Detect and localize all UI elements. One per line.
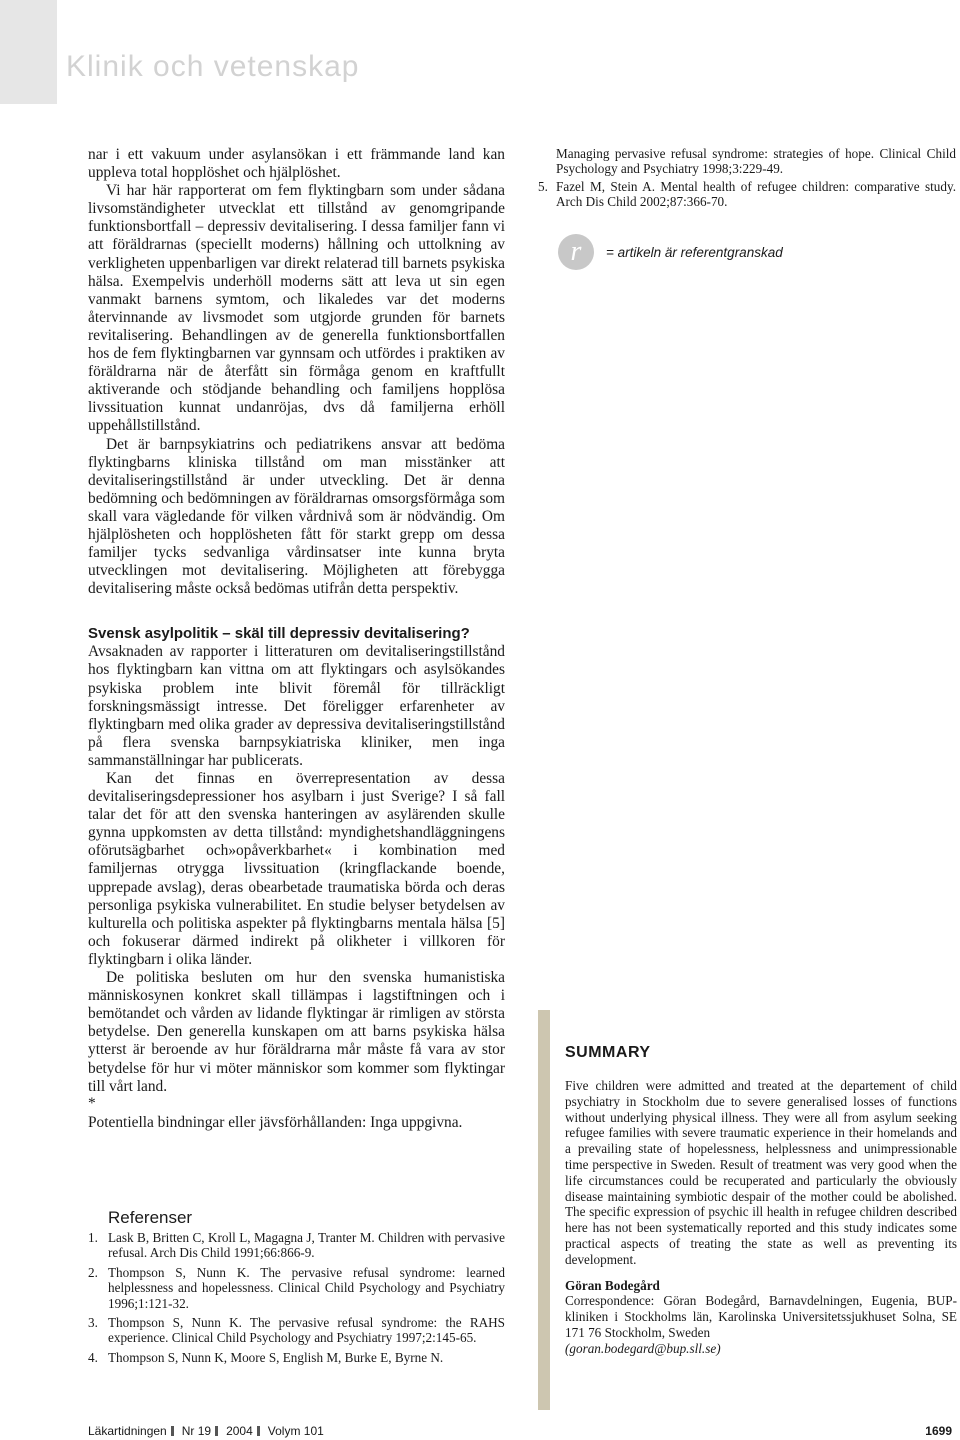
separator: * xyxy=(88,1094,96,1112)
summary-box xyxy=(565,1044,957,1357)
summary-accent-bar xyxy=(538,1010,550,1410)
paragraph: Avsaknaden av rapporter i litteraturen om devitaliseringstillstånd hos flyktingbarn kan vittna om att flyktingars och asylsökandes psykiska problem inte blivit föremål för tillräckligt forskningsmässigt intresse. Det föreligger erfarenheter av flyktingbarn med olika grader av depressiva devitaliseringstillstånd på flera svenska barnpsykiatriska kliniker, men inga sammanställningar har publicerats. xyxy=(88,643,505,769)
paragraph: De politiska besluten om hur den svenska humanistiska människosynen konkret skall tillämpas i lagstiftningen och i bemötandet och vården av lidande flyktingar är rimligen av största betydelse. Den generella kunskapen om att barns psykiska hälsa ytterst är beroende av hur föräldrarna mår måste få vara av stor betydelse för hur vi möter människor som kommer som flyktingar till vårt land. xyxy=(88,969,505,1095)
peer-review-note xyxy=(558,234,783,270)
references-list xyxy=(88,1230,505,1369)
page-number: 1699 xyxy=(925,1424,952,1438)
correspondence: Correspondence: Göran Bodegård, Barnavdelningen, Eugenia, BUP-kliniken i Stockholms län, Karolinska Universitetssjukhuset Solna, SE 171 76 Stockholm, Sweden xyxy=(565,1293,957,1340)
paragraph: Kan det finnas en överrepresentation av dessa devitaliseringsdepressioner hos asylbarn i just Sverige? I så fall talar det för att den svenska hanteringen av asylärenden skulle gynna uppkomsten av detta tillstånd: myndighetshandläggningens oförutsägbarhet och»opåverkbarhet« i kombination med familjernas otrygga livssituation (kringflackande boende, upprepade avslag), deras obearbetade traumatiska börda och deras personliga psykiska vulnerabilitet. En studie belyser betydelsen av kulturella och politiska aspekter på flyktingbarns mentala hälsa [5] och fokuserar därmed indirekt på olikheter i villkoren för flyktingbarn i olika länder. xyxy=(88,770,505,968)
author-name: Göran Bodegård xyxy=(565,1277,660,1293)
volume: Volym 101 xyxy=(267,1424,324,1438)
footer-separator xyxy=(257,1426,260,1436)
references-title: Referenser xyxy=(108,1208,193,1227)
summary-text: Five children were admitted and treated at the departement of child psychiatry in Stockholm due to severe generalised losses of functions without underlying physical illness. They were all from asylum seeking refugee families with severe traumatic experience in their homelands and a prevailing state of hopelessness, helplessness and unimpressionable time perspective in Sweden. Result of treatment was very good when the life circumstances could be recuperated and particularly the obviously disease maintaining symbiotic despair of the mother could be abolished. The specific expression of psychic ill health in refugee children described here has not been systematically reported and this study indicates some practical aspects of treating the state as well as preventing its development. xyxy=(565,1078,957,1267)
reference-item: 1. Lask B, Britten C, Kroll L, Magagna J, Tranter M. Children with pervasive refusal. Arch Dis Child 1991;66:866-9. xyxy=(88,1230,505,1261)
footer-separator xyxy=(215,1426,218,1436)
summary-title: SUMMARY xyxy=(565,1044,651,1061)
reference-item: 3. Thompson S, Nunn K. The pervasive refusal syndrome: the RAHS experience. Clinical Child Psychology and Psychiatry 1997;2:145-65. xyxy=(88,1315,505,1346)
reference-item: Managing pervasive refusal syndrome: strategies of hope. Clinical Child Psychology and Psychiatry 1998;3:229-49. xyxy=(556,146,956,177)
references-continued xyxy=(538,146,956,212)
journal-name: Läkartidningen xyxy=(88,1424,167,1438)
paragraph: Det är barnpsykiatrins och pediatrikens ansvar att bedöma flyktingbarns kliniska tillstånd om man misstänker att devitaliseringstillstånd är under utveckling. Det är denna bedömning och bedömningen av föräldrarnas omsorgsförmåga som skall vara vägledande för vilken vårdnivå som är nödvändig. Om hjälplösheten och hopplösheten fått för starkt grepp om dessa familjer tycks sedvanliga vårdinsatser inte kunna bryta utvecklingen mot devitalisering. Möjligheten att förebygga devitalisering måste också bedömas utifrån detta perspektiv. xyxy=(88,435,505,598)
peer-review-text: = artikeln är referentgranskad xyxy=(606,244,783,260)
year: 2004 xyxy=(226,1424,253,1438)
paragraph: Vi har här rapporterat om fem flyktingbarn som under sådana livsomständigheter utvecklat ett tillstånd av genomgripande funktionsbortfall – depressiv devitalisering. I dessa familjer fann vi att föräldrarnas (speciellt moderns) hållning och uttolkning av verkligheten uppenbarligen var direkt relaterad till barnets psykiska hälsa. Exempelvis underhöll moderns sätt att leva ut sin egen vanmakt barnens symtom, och likaledes var det moderns återvinnande av livsmodet som utgjorde grunden för barnets revitalisering. Behandlingen av de generella funktionsbortfallen hos de fem flyktingbarnen var gynnsam och utfördes i praktiken av föräldrarna när de återfått sin förmåga genom en kraftfullt aktiverande och stödjande behandling och familjens hopplösa livssituation kunnat undanröjas, dvs då familjerna erhöll uppehållstillstånd. xyxy=(88,182,505,435)
footer xyxy=(88,1424,956,1438)
paragraph: nar i ett vakuum under asylansökan i ett främmande land kan uppleva total hopplöshet och hjälplöshet. xyxy=(88,146,505,182)
main-column xyxy=(88,146,505,1132)
peer-review-icon: r xyxy=(558,234,594,270)
issue-number: Nr 19 xyxy=(181,1424,212,1438)
reference-item: 2. Thompson S, Nunn K. The pervasive refusal syndrome: learned helplessness and hopelessness. Clinical Child Psychology and Psychiatry 1996;1:121-32. xyxy=(88,1264,505,1311)
section-title: Klinik och vetenskap xyxy=(66,50,360,83)
footer-separator xyxy=(171,1426,174,1436)
reference-item: 5. Fazel M, Stein A. Mental health of refugee children: comparative study. Arch Dis Child 2002;87:366-70. xyxy=(538,178,956,210)
section-heading: Svensk asylpolitik – skäl till depressiv devitalisering? xyxy=(88,625,470,643)
reference-item: 4. Thompson S, Nunn K, Moore S, English M, Burke E, Byrne N. xyxy=(88,1349,444,1365)
conflict-of-interest: Potentiella bindningar eller jävsförhållanden: Inga uppgivna. xyxy=(88,1113,463,1131)
email-link[interactable]: (goran.bodegard@bup.sll.se) xyxy=(565,1340,721,1356)
header-block xyxy=(0,0,57,104)
